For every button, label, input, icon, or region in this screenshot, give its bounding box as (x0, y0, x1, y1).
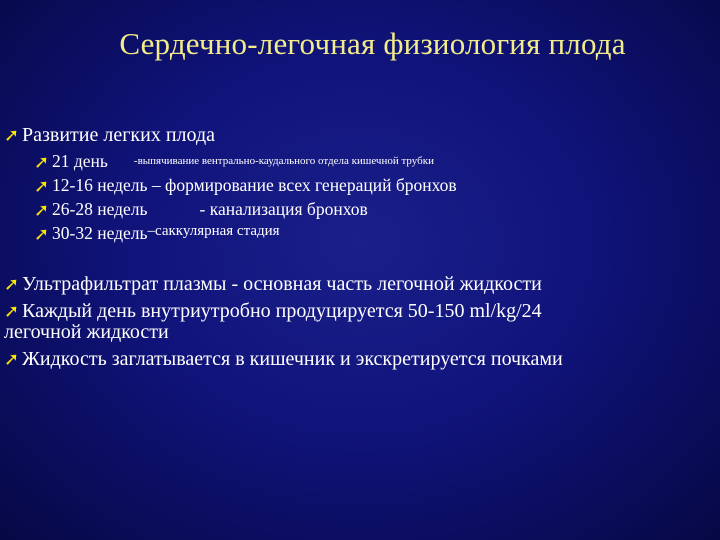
slide-title: Сердечно-легочная физиология плода (119, 26, 626, 61)
arrow-bullet-icon: ➚ (34, 223, 50, 244)
arrow-bullet-icon: ➚ (4, 348, 20, 369)
sub-bullet-item (4, 224, 716, 243)
stage-description: –саккулярная стадия (147, 222, 280, 239)
sub-bullet-item (4, 200, 716, 219)
arrow-bullet-icon: ➚ (34, 199, 50, 220)
bullet-text-continuation: легочной жидкости (4, 320, 169, 343)
stage-text: 12-16 недель – формирование всех генераций бронхов (52, 174, 457, 195)
bullet-item (4, 301, 716, 343)
slide-content (4, 125, 716, 376)
bullet-item (4, 349, 716, 370)
arrow-bullet-icon: ➚ (34, 175, 50, 196)
arrow-bullet-icon: ➚ (4, 125, 20, 145)
section-heading: Развитие легких плода (22, 124, 216, 146)
stage-period: 26-28 недель (52, 198, 148, 219)
stage-description: -выпячивание вентрально-каудального отдела кишечной трубки (133, 155, 434, 167)
arrow-bullet-icon: ➚ (4, 273, 20, 294)
bullet-item (4, 274, 716, 295)
arrow-bullet-icon: ➚ (34, 152, 50, 172)
bullet-text: Каждый день внутриутробно продуцируется 50-150 ml/kg/24 (22, 299, 542, 322)
stage-period: 30-32 недель (52, 222, 148, 243)
sub-bullet-item (4, 176, 716, 195)
arrow-bullet-icon: ➚ (4, 300, 20, 321)
stage-period: 21 день (52, 151, 108, 171)
sub-bullet-item (4, 152, 716, 171)
bullet-text: Ультрафильтрат плазмы - основная часть легочной жидкости (22, 272, 542, 295)
bullet-text: Жидкость заглатывается в кишечник и экскретируется почками (22, 347, 563, 370)
stage-description: - канализация бронхов (199, 198, 368, 219)
bullet-item (4, 125, 716, 146)
